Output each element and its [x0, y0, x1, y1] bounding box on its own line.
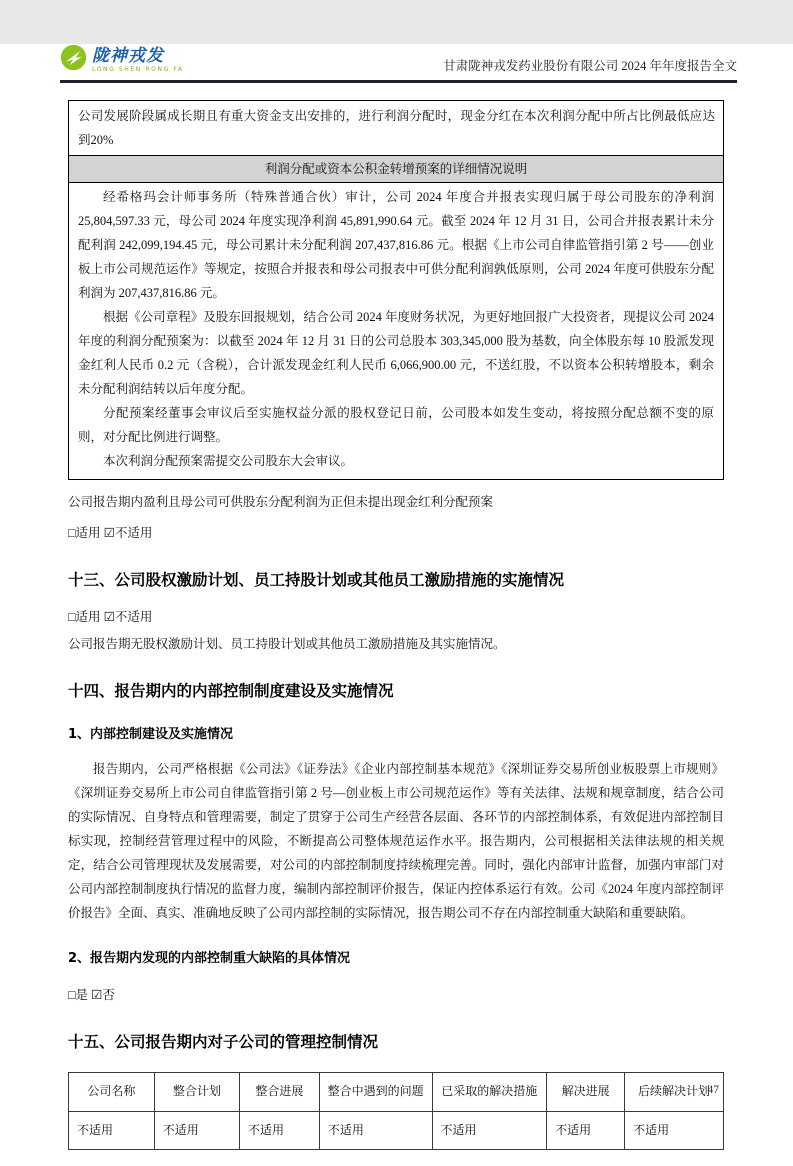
profit-distribution-box [68, 100, 724, 480]
table-header-cell: 整合计划 [154, 1073, 239, 1112]
table-header-cell: 公司名称 [69, 1073, 155, 1112]
brand-name-cn: 陇神戎发 [92, 45, 164, 66]
page-content [68, 100, 724, 1150]
page-number: 47 [707, 1084, 719, 1096]
dividend-detail-body [69, 183, 723, 479]
page-header [60, 44, 737, 83]
section14-sub2-title: 2、报告期内发现的内部控制重大缺陷的具体情况 [68, 951, 351, 967]
section14-sub2-answer-checkbox-line: □是 ☑否 [68, 988, 115, 1003]
dividend-detail-header: 利润分配或资本公积金转增预案的详细情况说明 [69, 155, 723, 183]
table-header-cell: 已采取的解决措施 [432, 1073, 547, 1112]
table-cell: 不适用 [625, 1111, 724, 1150]
section14-title: 十四、报告期内的内部控制制度建设及实施情况 [68, 682, 394, 701]
dividend-paragraph: 经希格玛会计师事务所（特殊普通合伙）审计，公司 2024 年度合并报表实现归属于母公司股东的净利润 25,804,597.33 元，母公司 2024 年度实现净利润 45,891,990.64 元。截至 2024 年 12 月 31 日，公司合并报表累计未分配利润 242,099,194.45 元，母公司累计未分配利润 207,437,816.86 元。根据《上市公司自律监管指引第 2 号——创业板上市公司规范运作》等规定，按照合并报表和母公司报表中可供分配利润孰低原则，公司 2024 年度可供股东分配利润为 207,437,816.86 元。 [78, 190, 714, 300]
section13-body: 公司报告期无股权激励计划、员工持股计划或其他员工激励措施及其实施情况。 [68, 637, 506, 652]
table-header-cell: 解决进展 [547, 1073, 625, 1112]
section14-sub1-body: 报告期内，公司严格根据《公司法》《证券法》《企业内部控制基本规范》《深圳证券交易所创业板股票上市规则》《深圳证券交易所上市公司自律监管指引第 2 号—创业板上市公司规范运作》等有关法律、法规和规章制度，结合公司的实际情况、自身特点和管理需要，制定了贯穿于公司生产经营各层面、各环节的内部控制体系，有效促进内部控制目标实现，控制经营管理过程中的风险，不断提高公司整体规范运作水平。报告期内，公司根据相关法律法规的相关规定，结合公司管理现状及发展需要，对公司的内部控制制度持续梳理完善。同时，强化内部审计监督，加强内审部门对公司内部控制制度执行情况的监督力度，编制内部控制评价报告，保证内控体系运行有效。公司《2024 年度内部控制评价报告》全面、真实、准确地反映了公司内部控制的实际情况，报告期公司不存在内部控制重大缺陷和重要缺陷。 [68, 762, 724, 921]
subsidiary-control-table [68, 1072, 724, 1150]
table-header-cell: 整合中遇到的问题 [319, 1073, 432, 1112]
brand-name-en: LONG SHEN RONG FA [92, 65, 184, 73]
table-cell: 不适用 [432, 1111, 547, 1150]
company-logo [60, 44, 184, 76]
table-cell: 不适用 [319, 1111, 432, 1150]
logo-bird-icon [60, 44, 87, 76]
table-cell: 不适用 [154, 1111, 239, 1150]
dividend-policy-note: 公司发展阶段属成长期且有重大资金支出安排的，进行利润分配时，现金分红在本次利润分配中所占比例最低应达到20% [78, 109, 715, 147]
document-title: 甘肃陇神戎发药业股份有限公司 2024 年年度报告全文 [443, 59, 737, 73]
table-header-row [69, 1073, 724, 1112]
dividend-paragraph: 根据《公司章程》及股东回报规划，结合公司 2024 年度财务状况，为更好地回报广大投资者，现提议公司 2024 年度的利润分配预案为：以截至 2024 年 12 月 31 日的公司总股本 303,345,000 股为基数，向全体股东每 10 股派发现金红利人民币 0.2 元（含税），合计派发现金红利人民币 6,066,900.00 元，不送红股，不以资本公积转增股本，剩余未分配利润结转以后年度分配。 [78, 310, 714, 396]
section15-title: 十五、公司报告期内对子公司的管理控制情况 [68, 1033, 379, 1052]
table-cell: 不适用 [239, 1111, 319, 1150]
dividend-paragraph: 本次利润分配预案需提交公司股东大会审议。 [103, 454, 354, 468]
section13-applicable-checkbox-line: □适用 ☑不适用 [68, 610, 153, 625]
dividend-paragraph: 分配预案经董事会审议后至实施权益分派的股权登记日前，公司股本如发生变动，将按照分配总额不变的原则，对分配比例进行调整。 [78, 406, 714, 444]
section13-title: 十三、公司股权激励计划、员工持股计划或其他员工激励措施的实施情况 [68, 571, 565, 589]
table-cell: 不适用 [69, 1111, 155, 1150]
report-page [0, 44, 793, 1166]
table-header-cell: 后续解决计划 [625, 1073, 724, 1112]
section14-sub1-title: 1、内部控制建设及实施情况 [68, 727, 234, 743]
applicable-checkbox-line: □适用 ☑不适用 [68, 526, 153, 540]
table-header-cell: 整合进展 [239, 1073, 319, 1112]
table-cell: 不适用 [547, 1111, 625, 1150]
logo-text [92, 45, 184, 73]
no-dividend-note: 公司报告期内盈利且母公司可供股东分配利润为正但未提出现金红利分配预案 [68, 495, 494, 509]
table-row [69, 1111, 724, 1150]
